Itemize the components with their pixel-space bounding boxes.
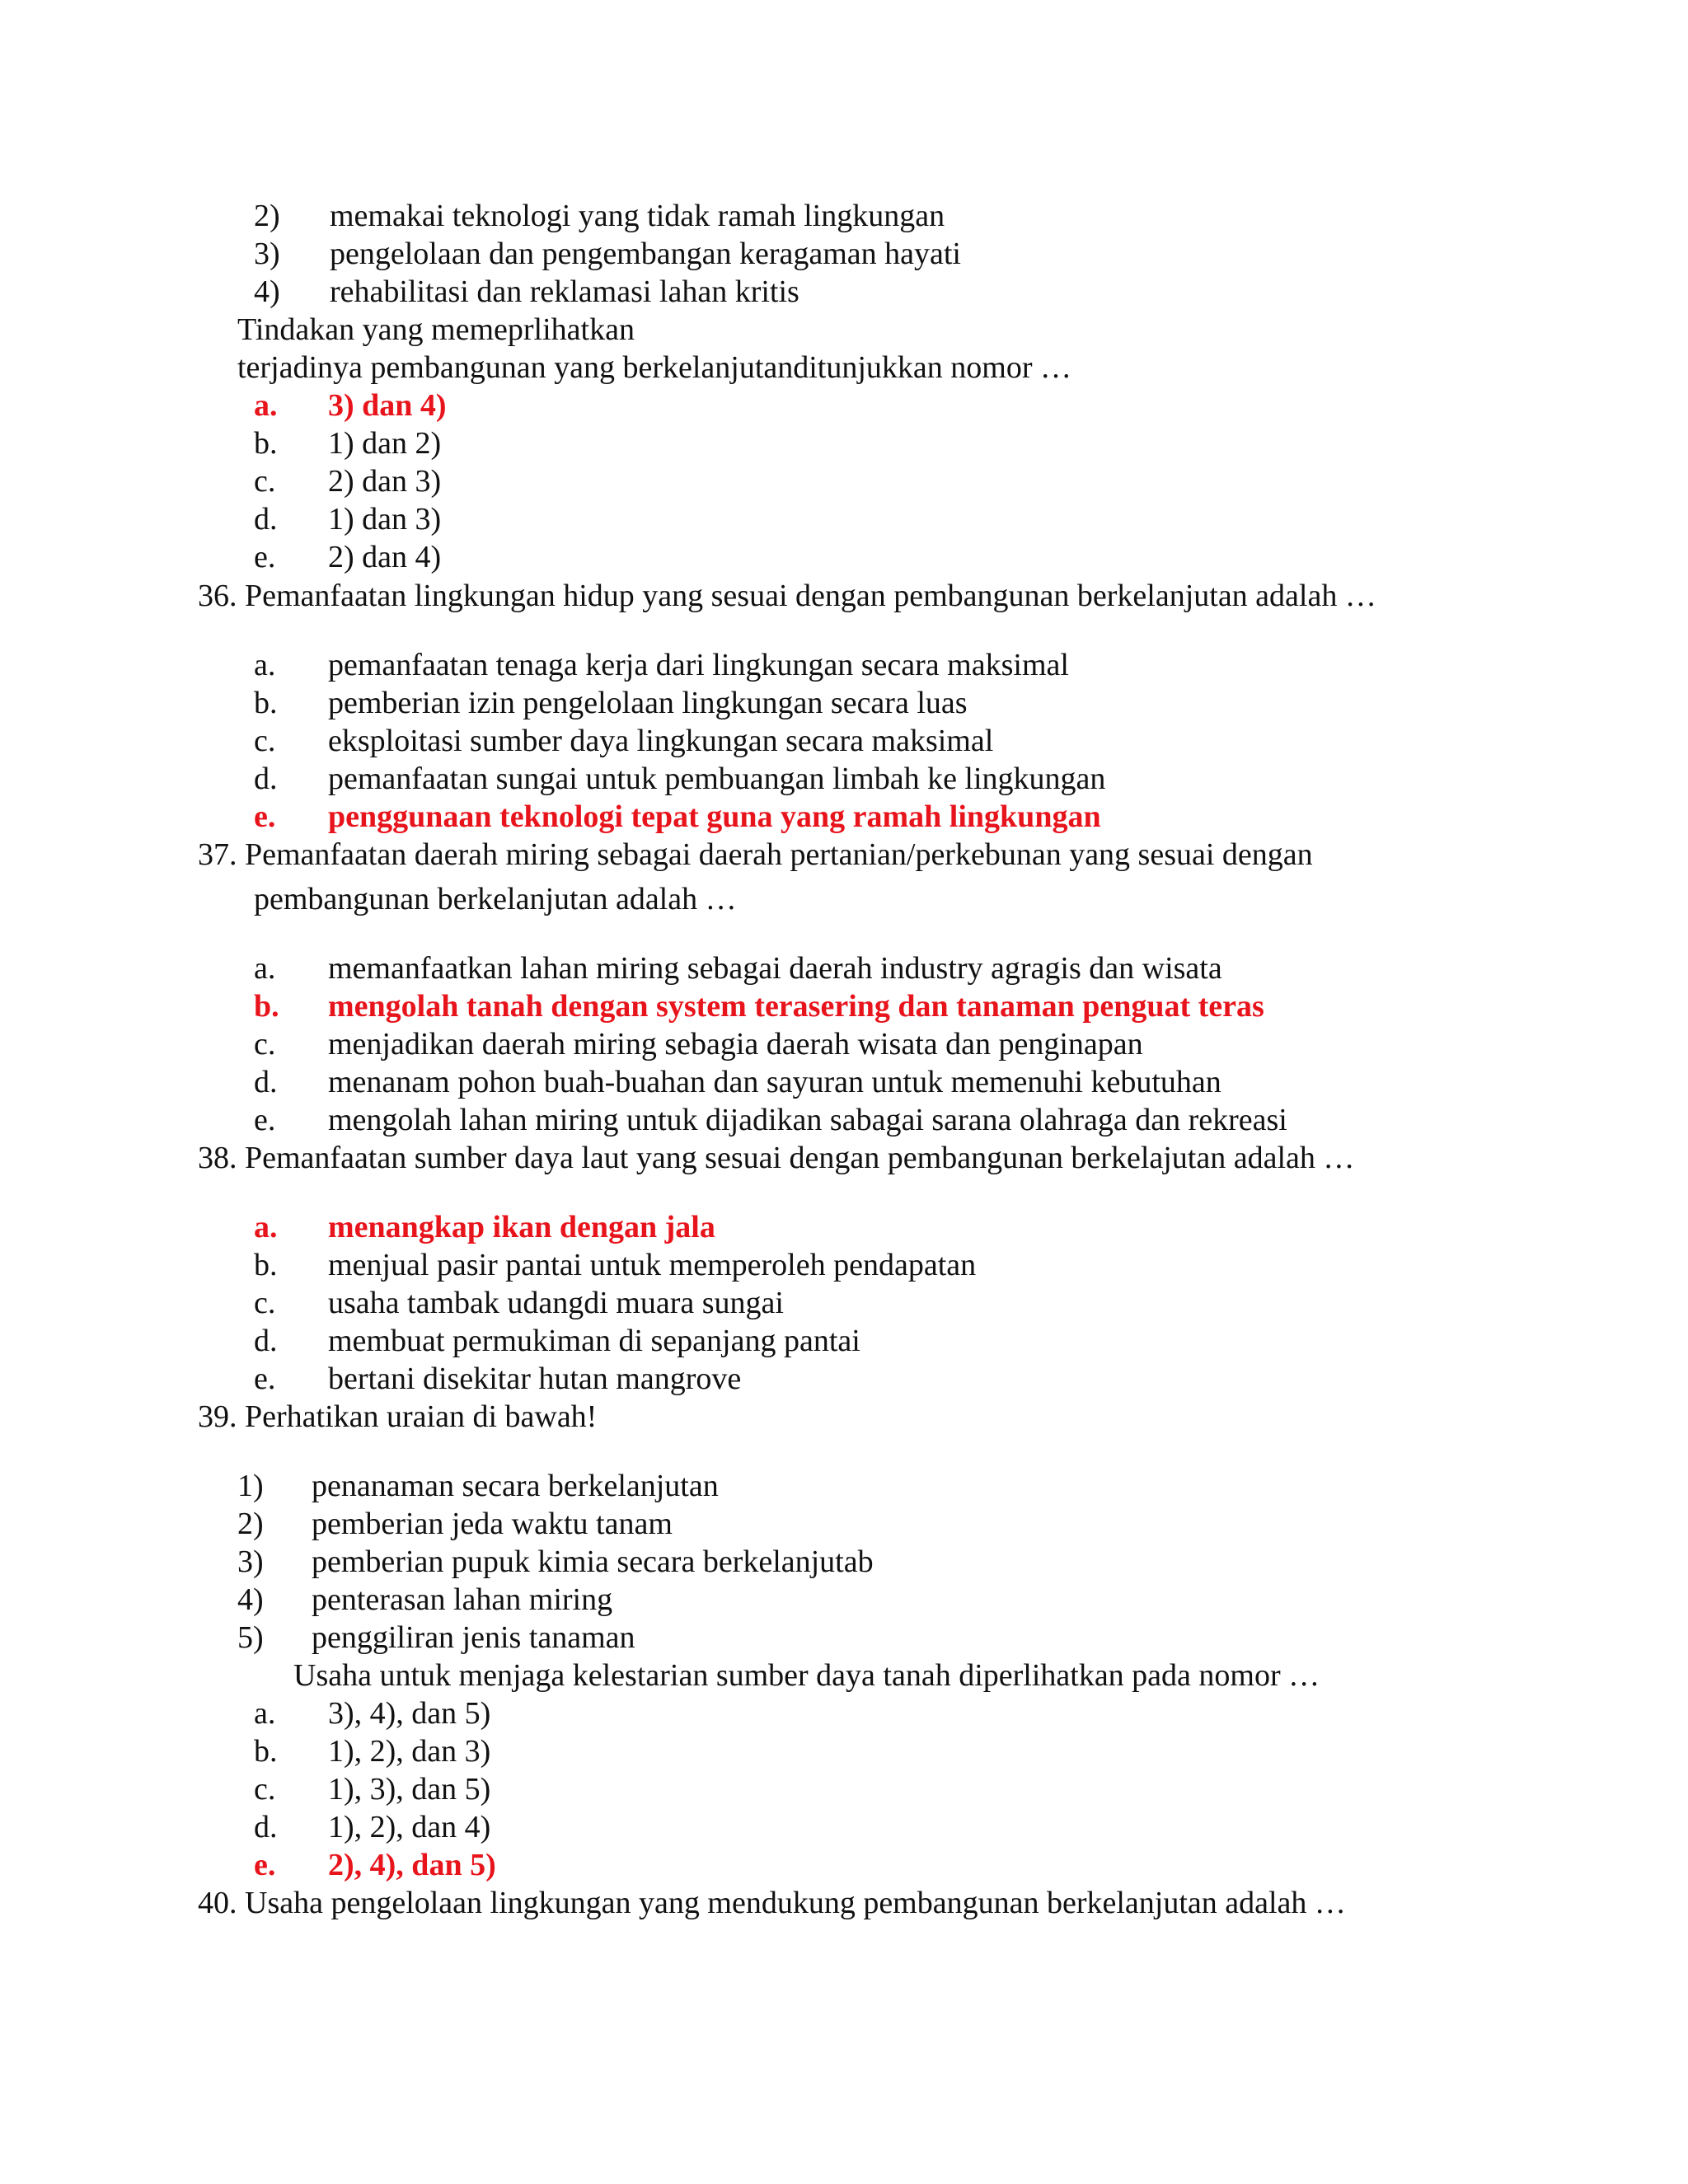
question-39: 39. Perhatikan uraian di bawah! bbox=[198, 1399, 598, 1434]
statement-text: pemberian jeda waktu tanam bbox=[312, 1507, 673, 1541]
statement-num: 3) bbox=[237, 1544, 264, 1579]
question-stem: terjadinya pembangunan yang berkelanjutanditunjukkan nomor … bbox=[237, 350, 1071, 385]
option-label-answer: b. bbox=[254, 989, 279, 1024]
question-40: 40. Usaha pengelolaan lingkungan yang mendukung pembangunan berkelanjutan adalah … bbox=[198, 1886, 1346, 1920]
option-text: menjadikan daerah miring sebagia daerah wisata dan penginapan bbox=[328, 1027, 1143, 1062]
question-36: 36. Pemanfaatan lingkungan hidup yang sesuai dengan pembangunan berkelanjutan adalah … bbox=[198, 579, 1376, 613]
option-label: d. bbox=[254, 762, 278, 796]
statement-text: rehabilitasi dan reklamasi lahan kritis bbox=[330, 274, 799, 309]
statement-num: 2) bbox=[254, 199, 280, 233]
statement-num: 2) bbox=[237, 1507, 264, 1541]
option-label: a. bbox=[254, 1696, 276, 1731]
statement-num: 5) bbox=[237, 1620, 264, 1655]
option-text: 1), 2), dan 3) bbox=[328, 1734, 491, 1769]
option-text: eksploitasi sumber daya lingkungan secara maksimal bbox=[328, 724, 994, 758]
statement-text: pemberian pupuk kimia secara berkelanjutab bbox=[312, 1544, 874, 1579]
option-label: c. bbox=[254, 1027, 276, 1062]
statement-num: 4) bbox=[254, 274, 280, 309]
option-text: 2) dan 4) bbox=[328, 540, 442, 574]
option-label: a. bbox=[254, 951, 276, 986]
option-text: mengolah lahan miring untuk dijadikan sabagai sarana olahraga dan rekreasi bbox=[328, 1103, 1287, 1137]
option-text: bertani disekitar hutan mangrove bbox=[328, 1361, 742, 1396]
option-text: menjual pasir pantai untuk memperoleh pendapatan bbox=[328, 1248, 977, 1282]
option-label-answer: e. bbox=[254, 1848, 276, 1882]
option-text-answer: 2), 4), dan 5) bbox=[328, 1848, 496, 1882]
option-text: 1) dan 2) bbox=[328, 426, 442, 461]
option-label: d. bbox=[254, 1065, 278, 1099]
option-text: 1), 3), dan 5) bbox=[328, 1772, 491, 1807]
statement-text: penanaman secara berkelanjutan bbox=[312, 1469, 719, 1503]
option-label-answer: e. bbox=[254, 799, 276, 834]
option-label: e. bbox=[254, 1103, 276, 1137]
option-text-answer: menangkap ikan dengan jala bbox=[328, 1210, 715, 1244]
option-text: 2) dan 3) bbox=[328, 464, 442, 499]
statement-text: memakai teknologi yang tidak ramah lingkungan bbox=[330, 199, 945, 233]
option-label: c. bbox=[254, 1772, 276, 1807]
option-label: c. bbox=[254, 1286, 276, 1320]
question-stem: Usaha untuk menjaga kelestarian sumber daya tanah diperlihatkan pada nomor … bbox=[293, 1658, 1320, 1693]
statement-num: 3) bbox=[254, 237, 280, 271]
option-label: c. bbox=[254, 464, 276, 499]
statement-num: 1) bbox=[237, 1469, 264, 1503]
option-text-answer: 3) dan 4) bbox=[328, 388, 447, 423]
option-label: c. bbox=[254, 724, 276, 758]
option-label: b. bbox=[254, 426, 278, 461]
question-stem: Tindakan yang memeprlihatkan bbox=[237, 312, 635, 347]
question-38: 38. Pemanfaatan sumber daya laut yang sesuai dengan pembangunan berkelajutan adalah … bbox=[198, 1141, 1355, 1175]
option-text: menanam pohon buah-buahan dan sayuran untuk memenuhi kebutuhan bbox=[328, 1065, 1221, 1099]
option-label: b. bbox=[254, 1734, 278, 1769]
statement-text: penterasan lahan miring bbox=[312, 1582, 613, 1617]
option-text: 1), 2), dan 4) bbox=[328, 1810, 491, 1844]
option-label-answer: a. bbox=[254, 1210, 278, 1244]
option-text-answer: penggunaan teknologi tepat guna yang ramah lingkungan bbox=[328, 799, 1101, 834]
option-text: pemanfaatan sungai untuk pembuangan limbah ke lingkungan bbox=[328, 762, 1106, 796]
question-37: 37. Pemanfaatan daerah miring sebagai daerah pertanian/perkebunan yang sesuai dengan bbox=[198, 837, 1313, 872]
option-label: d. bbox=[254, 1810, 278, 1844]
option-label: e. bbox=[254, 1361, 276, 1396]
option-text-answer: mengolah tanah dengan system terasering dan tanaman penguat teras bbox=[328, 989, 1264, 1024]
option-text: pemberian izin pengelolaan lingkungan secara luas bbox=[328, 686, 968, 720]
question-37-cont: pembangunan berkelanjutan adalah … bbox=[254, 882, 737, 916]
option-text: membuat permukiman di sepanjang pantai bbox=[328, 1324, 860, 1358]
option-label: a. bbox=[254, 648, 276, 682]
option-text: memanfaatkan lahan miring sebagai daerah industry agragis dan wisata bbox=[328, 951, 1222, 986]
option-text: usaha tambak udangdi muara sungai bbox=[328, 1286, 784, 1320]
statement-text: pengelolaan dan pengembangan keragaman hayati bbox=[330, 237, 961, 271]
option-label: b. bbox=[254, 686, 278, 720]
statement-num: 4) bbox=[237, 1582, 264, 1617]
option-label: b. bbox=[254, 1248, 278, 1282]
option-label: d. bbox=[254, 1324, 278, 1358]
statement-text: penggiliran jenis tanaman bbox=[312, 1620, 635, 1655]
option-label: d. bbox=[254, 502, 278, 537]
option-label: e. bbox=[254, 540, 276, 574]
option-text: 1) dan 3) bbox=[328, 502, 442, 537]
option-text: 3), 4), dan 5) bbox=[328, 1696, 491, 1731]
option-label-answer: a. bbox=[254, 388, 278, 423]
option-text: pemanfaatan tenaga kerja dari lingkungan secara maksimal bbox=[328, 648, 1069, 682]
